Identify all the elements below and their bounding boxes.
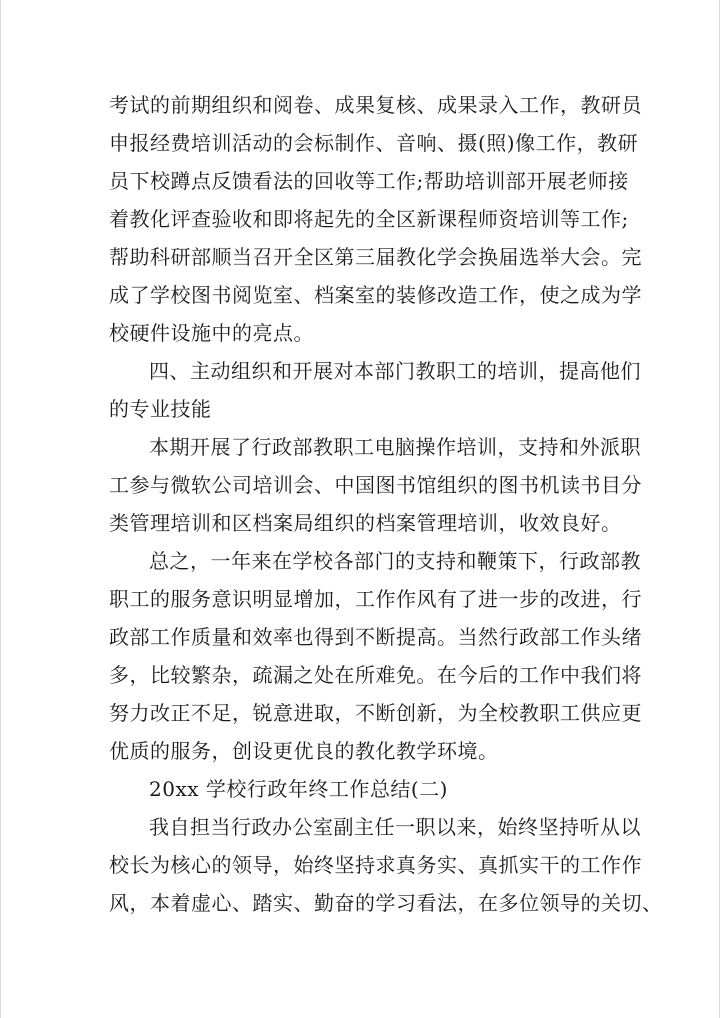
- text-line: 员下校蹲点反馈看法的回收等工作;帮助培训部开展老师接: [109, 169, 629, 193]
- text-line: 成了学校图书阅览室、档案室的装修改造工作，使之成为学: [109, 283, 642, 307]
- text-line: 优质的服务，创设更优良的教化教学环境。: [109, 739, 499, 763]
- text-line: 考试的前期组织和阅卷、成果复核、成果录入工作，教研员: [109, 93, 642, 117]
- text-line: 多，比较繁杂，疏漏之处在所难免。在今后的工作中我们将: [109, 663, 642, 687]
- text-line: 努力改正不足，锐意进取，不断创新，为全校教职工供应更: [109, 701, 642, 725]
- text-line: 校硬件设施中的亮点。: [109, 321, 314, 345]
- text-line: 职工的服务意识明显增加，工作作风有了进一步的改进，行: [109, 587, 642, 611]
- text-line: 本期开展了行政部教职工电脑操作培训，支持和外派职: [149, 435, 641, 459]
- text-line: 我自担当行政办公室副主任一职以来，始终坚持听从以: [149, 815, 641, 839]
- text-line: 政部工作质量和效率也得到不断提高。当然行政部工作头绪: [109, 625, 642, 649]
- document-subtitle: 20xx 学校行政年终工作总结(二): [149, 777, 448, 801]
- text-line: 校长为核心的领导，始终坚持求真务实、真抓实干的工作作: [109, 853, 642, 877]
- text-line: 总之，一年来在学校各部门的支持和鞭策下，行政部教: [149, 549, 641, 573]
- text-line: 类管理培训和区档案局组织的档案管理培训，收效良好。: [109, 511, 622, 535]
- text-line: 申报经费培训活动的会标制作、音响、摄(照)像工作，教研: [109, 131, 639, 155]
- text-line: 工参与微软公司培训会、中国图书馆组织的图书机读书目分: [109, 473, 642, 497]
- section-heading-line: 的专业技能: [109, 397, 212, 421]
- text-line: 风，本着虚心、踏实、勤奋的学习看法，在多位领导的关切、: [109, 891, 663, 915]
- text-line: 着教化评查验收和即将起先的全区新课程师资培训等工作;: [109, 207, 629, 231]
- section-heading-line: 四、主动组织和开展对本部门教职工的培训，提高他们: [149, 359, 641, 383]
- text-line: 帮助科研部顺当召开全区第三届教化学会换届选举大会。完: [109, 245, 642, 269]
